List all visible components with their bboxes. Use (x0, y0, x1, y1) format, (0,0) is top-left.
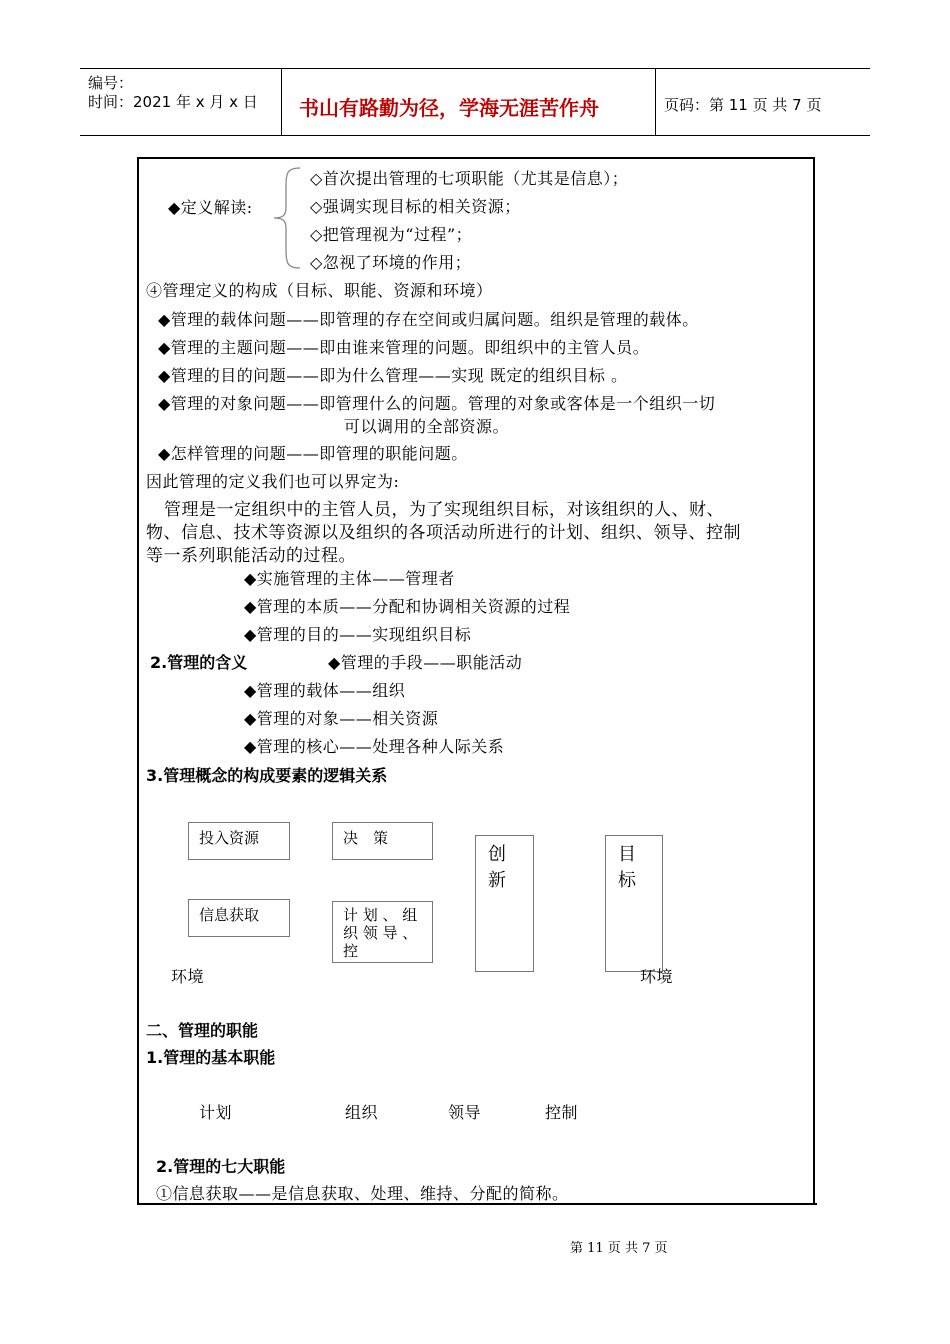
brace-icon (272, 166, 302, 270)
brace-item: ◇首次提出管理的七项职能（尤其是信息）； (310, 169, 629, 188)
brace-item: ◇忽视了环境的作用； (310, 253, 472, 272)
definition-line: 物、信息、技术等资源以及组织的各项活动所进行的计划、组织、领导、控制 (146, 523, 741, 543)
page-code: 页码：第 11 页 共 7 页 (664, 96, 822, 114)
definition-line: 管理是一定组织中的主管人员，为了实现组织目标，对该组织的人、财、 (164, 500, 724, 520)
box-info-acquisition: 信息获取 (188, 899, 290, 937)
box-innovation: 创 新 (475, 835, 534, 972)
meaning-item: ◆管理的本质——分配和协调相关资源的过程 (244, 597, 571, 616)
meaning-item: ◆实施管理的主体——管理者 (244, 569, 455, 588)
header-divider (281, 68, 282, 135)
function-plan: 计划 (199, 1103, 233, 1122)
box-input-resources: 投入资源 (188, 822, 290, 860)
meaning-heading: 2.管理的含义 (150, 653, 248, 672)
header-top-rule (80, 68, 870, 69)
meaning-item: ◆管理的手段——职能活动 (328, 653, 523, 672)
basic-functions-heading: 1.管理的基本职能 (146, 1048, 276, 1067)
meaning-item: ◆管理的对象——相关资源 (244, 709, 439, 728)
function-lead: 领导 (448, 1103, 482, 1122)
list-item-continuation: 可以调用的全部资源。 (344, 417, 510, 436)
brace-item: ◇把管理视为“过程”； (310, 225, 473, 244)
definition-reading-label: ◆定义解读: (168, 198, 253, 217)
environment-label-left: 环境 (171, 967, 205, 986)
list-item: ◆管理的主题问题——即由谁来管理的问题。即组织中的主管人员。 (158, 338, 650, 357)
list-item: ◆管理的目的问题——即为什么管理——实现 既定的组织目标 。 (158, 366, 628, 385)
function-organize: 组织 (345, 1103, 379, 1122)
meaning-item: ◆管理的核心——处理各种人际关系 (244, 737, 505, 756)
environment-label-right: 环境 (640, 967, 674, 986)
box-goal: 目 标 (605, 835, 663, 972)
brace-item: ◇强调实现目标的相关资源； (310, 197, 521, 216)
seven-functions-item: ①信息获取——是信息获取、处理、维持、分配的简称。 (156, 1184, 569, 1203)
header-divider (655, 68, 656, 135)
logic-heading: 3.管理概念的构成要素的逻辑关系 (146, 766, 388, 785)
list-item: ◆怎样管理的问题——即管理的职能问题。 (158, 444, 468, 463)
serial-label: 编号： (88, 74, 134, 92)
list-item: ◆管理的载体问题——即管理的存在空间或归属问题。组织是管理的载体。 (158, 310, 699, 329)
time-label: 时间：2021 年 x 月 x 日 (88, 93, 258, 111)
seven-functions-heading: 2.管理的七大职能 (156, 1157, 286, 1176)
box-plan-organize: 计 划 、 组 织 领 导 、 控 (332, 901, 433, 963)
box-decision: 决 策 (332, 822, 433, 860)
header-bottom-rule (80, 135, 870, 136)
definition-line: 等一系列职能活动的过程。 (146, 546, 356, 566)
meaning-item: ◆管理的目的——实现组织目标 (244, 625, 472, 644)
functions-heading: 二、管理的职能 (146, 1021, 259, 1040)
motto: 书山有路勤为径，学海无涯苦作舟 (299, 96, 599, 120)
section4-title: ④管理定义的构成（目标、职能、资源和环境） (146, 281, 493, 300)
function-control: 控制 (545, 1103, 579, 1122)
meaning-item: ◆管理的载体——组织 (244, 681, 406, 700)
list-item: ◆管理的对象问题——即管理什么的问题。管理的对象或客体是一个组织一切 (158, 394, 716, 413)
definition-intro: 因此管理的定义我们也可以界定为: (146, 472, 400, 491)
page-footer: 第 11 页 共 7 页 (570, 1241, 668, 1256)
